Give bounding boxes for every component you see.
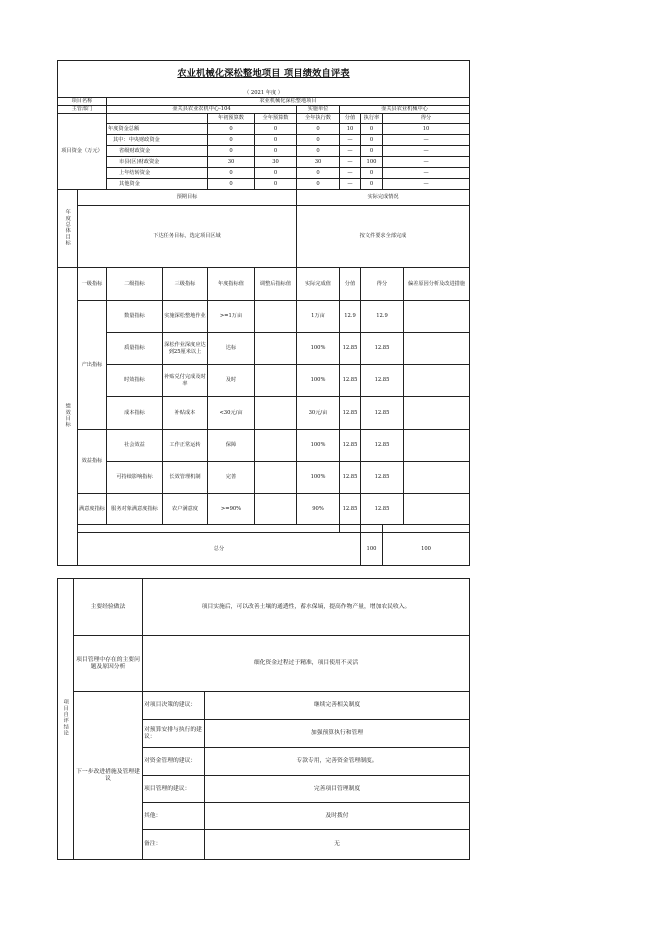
funds-row: 其中：中央财政资金 0 0 0 — 0 —: [58, 135, 470, 146]
funds-row: 市县(区)财政资金 30 30 30 — 100 —: [58, 157, 470, 168]
indicator-row: 质量指标 深松作业深度应达到25厘米以上 达标 100% 12.85 12.85: [58, 333, 470, 365]
suggestion-text: 及时拨付: [205, 803, 470, 830]
actual-goal-header: 实际完成情况: [297, 190, 470, 206]
title-cell: [58, 61, 470, 89]
project-name-label: 项目名称: [58, 98, 107, 106]
total-label: 总分: [78, 533, 361, 566]
funds-header: 年初预算数: [208, 114, 255, 124]
indicator-row: 成本指标 补贴成本 <30元/亩 30元/亩 12.85 12.85: [58, 397, 470, 430]
total-score: 100: [361, 533, 383, 566]
l1-benefit: 效益指标: [78, 430, 107, 494]
impl-label: 实施单位: [297, 106, 340, 114]
indicator-row: 时效指标 补贴兑付完成及时率 及时 100% 12.85 12.85: [58, 365, 470, 397]
suggestion-label: 对资金管理的建议：: [143, 748, 205, 776]
funds-row: 其他资金 0 0 0 — 0 —: [58, 179, 470, 190]
total-row: [58, 533, 470, 566]
actual-goal: 按文件要求全部完成: [297, 206, 470, 268]
indicator-row: 产出指标 数量指标 实施深松整地作业 >=1万亩 1万亩 12.9 12.9: [58, 301, 470, 333]
expected-goal: 下达任务目标，选定项目区域: [78, 206, 297, 268]
funds-row: 年度资金总额 0 0 0 10 0 10: [58, 124, 470, 135]
dept-label: 主管部门: [58, 106, 107, 114]
suggestion-text: 继续完善相关制度: [205, 692, 470, 720]
suggestion-label: 项目管理的建议：: [143, 776, 205, 803]
dept-value: 壶关县农业农机中心-104: [107, 106, 297, 114]
evaluation-table: [57, 60, 470, 566]
practice-text: 项目实施后，可以改善土壤的通透性，蓄水保墒，提高作物产量，增加农民收入。: [143, 579, 470, 636]
funds-header: 全年执行数: [297, 114, 340, 124]
remark-text: 无: [205, 830, 470, 860]
annual-goal-label: 年度总体目标: [58, 190, 78, 268]
suggestion-text: 完善项目管理制度: [205, 776, 470, 803]
funds-header: 得分: [383, 114, 470, 124]
problem-label: 项目管理中存在的主要问题及原因分析: [74, 636, 143, 692]
page-title: 农业机械化深松整地项目 项目绩效自评表: [177, 68, 350, 79]
project-name: 农业机械化深松整地项目: [107, 98, 470, 106]
suggestion-label: 对项目决策的建议：: [143, 692, 205, 720]
suggestion-text: 专款专用，完善资金管理制度。: [205, 748, 470, 776]
expected-goal-header: 预期目标: [78, 190, 297, 206]
conclusion-side-label: 项目自评结论: [58, 579, 74, 860]
funds-row: 上年结转资金 0 0 0 — 0 —: [58, 168, 470, 179]
suggestion-label: 其他：: [143, 803, 205, 830]
suggestion-text: 加强预算执行和管理: [205, 720, 470, 748]
funds-group-label: 项目资金（万元）: [58, 114, 107, 190]
next-steps-label: 下一步改进措施及管理建议: [74, 692, 143, 860]
practice-label: 主要经验做法: [74, 579, 143, 636]
problem-text: 细化资金过程过于精准，项目使用不灵活: [143, 636, 470, 692]
conclusion-table: [57, 578, 470, 860]
funds-header: 全年预算数: [255, 114, 297, 124]
funds-header: 分值: [340, 114, 361, 124]
spacer-row: [58, 525, 470, 533]
indicator-row: 满意度指标 服务对象满意度指标 农户满意度 >=90% 90% 12.85 12.85: [58, 494, 470, 525]
year-line: （ 2021 年度 ）: [58, 89, 470, 98]
impl-value: 壶关县农业机械中心: [340, 106, 470, 114]
l1-satisfaction: 满意度指标: [78, 494, 107, 525]
funds-header: 执行率: [361, 114, 383, 124]
indicator-row: 可持续影响指标 长效管理机制 完善 100% 12.85 12.85: [58, 462, 470, 494]
funds-row: 省级财政资金 0 0 0 — 0 —: [58, 146, 470, 157]
l1-output: 产出指标: [78, 301, 107, 430]
indicator-header-row: 绩效目标 一级指标 二级指标 三级指标 年度指标值 调整后指标值 实际完成值 分值 得分 偏差原因分析及改进措施: [58, 268, 470, 301]
suggestion-label: 对预算安排与执行的建议：: [143, 720, 205, 748]
total-got: 100: [383, 533, 470, 566]
remark-label: 备注：: [143, 830, 205, 860]
indicator-row: 效益指标 社会效益 工作正常运转 保障 100% 12.85 12.85: [58, 430, 470, 462]
performance-side-label: 绩效目标: [58, 268, 78, 566]
